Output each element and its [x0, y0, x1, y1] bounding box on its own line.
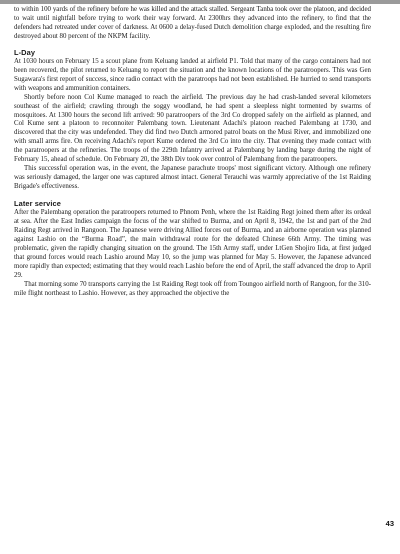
- l-day-paragraph-3: This successful operation was, in the event, the Japanese parachute troops' most significant victory. Although one refinery was seriously damaged, the larger one was captured almost intact. General Terauchi was warmly appreciative of the 1st Raiding Brigade's effectiveness.: [14, 165, 371, 191]
- later-service-paragraph-2: That morning some 70 transports carrying the 1st Raiding Regt took off from Toungoo airfield north of Rangoon, for the 310-mile flight northeast to Lashio. However, as they approached the objective the: [14, 280, 371, 297]
- l-day-paragraph-2: Shortly before noon Col Kume managed to reach the airfield. The previous day he had crash-landed several kilometers southeast of the airfield; crawling through the soggy woodland, he had spent a sleepless night tormented by swarms of mosquitoes. At 1300 hours the second lift arrived: 90 paratroopers of the 3rd Co dropped safely on the airfield as planned, and Col Kume sent a platoon to reconnoiter Palembang town. Lieutenant Adachi's platoon reached Palembang at 1730, and discovered that the city was undefended. They did find two Dutch armored patrol boats on the Musi River, and immobilized one with small arms fire. On receiving Adachi's report Kume ordered the 3rd Co into the city. That evening they made contact with the paratroopers at the refineries. The troops of the 229th Infantry arrived at Palembang by landing barge during the night of February 15, ahead of schedule. On February 20, the 38th Div took over control of Palembang from the paratroopers.: [14, 93, 371, 164]
- page-number: 43: [385, 519, 394, 528]
- text-column: [14, 6, 371, 299]
- later-service-paragraph-1: After the Palembang operation the paratroopers returned to Phnom Penh, where the 1st Raiding Regt joined them after its ordeal at sea. After the East Indies campaign the focus of the war shifted to Burma, and on April 8, 1942, the 1st and part of the 2nd Raiding Regt arrived in Rangoon. The Japanese were driving Allied forces out of Burma, and an airborne operation was planned against Lashio on the “Burma Road”, the main withdrawal route for the defeated Chinese 66th Army. The timing was problematic, given the rapidly changing situation on the ground. The 15th Army staff, under LtGen Shojiro Iida, at first judged that ground forces would reach Lashio around May 10, so the jump was planned for May 5. However, the Japanese advanced more rapidly than expected; estimating that they would reach Lashio before the end of April, the staff advanced the drop to April 29.: [14, 209, 371, 279]
- heading-later-service: Later service: [14, 199, 61, 209]
- top-rule: [0, 0, 400, 4]
- heading-l-day: L-Day: [14, 47, 36, 57]
- intro-paragraph: to within 100 yards of the refinery before he was killed and the attack stalled. Sergeant Tanba took over the platoon, and decided to wait until nightfall before trying to work their way forward. At 2300hrs they advanced into the refinery, to find that the defenders had retreated under cover of darkness. At 0600 a delay-fused Dutch demolition charge exploded, and the resulting fire destroyed about 80 percent of the NKPM facility.: [14, 6, 371, 40]
- l-day-paragraph-1: At 1030 hours on February 15 a scout plane from Keluang landed at airfield P1. Told that many of the cargo containers had not been recovered, the pilot returned to Keluang to report the situation and the known locations of the paratroopers. This was Gen Sugawara's first report of success, since radio contact with the paratroops had not been established. He hurried to send transports with weapons and ammunition containers.: [14, 57, 371, 92]
